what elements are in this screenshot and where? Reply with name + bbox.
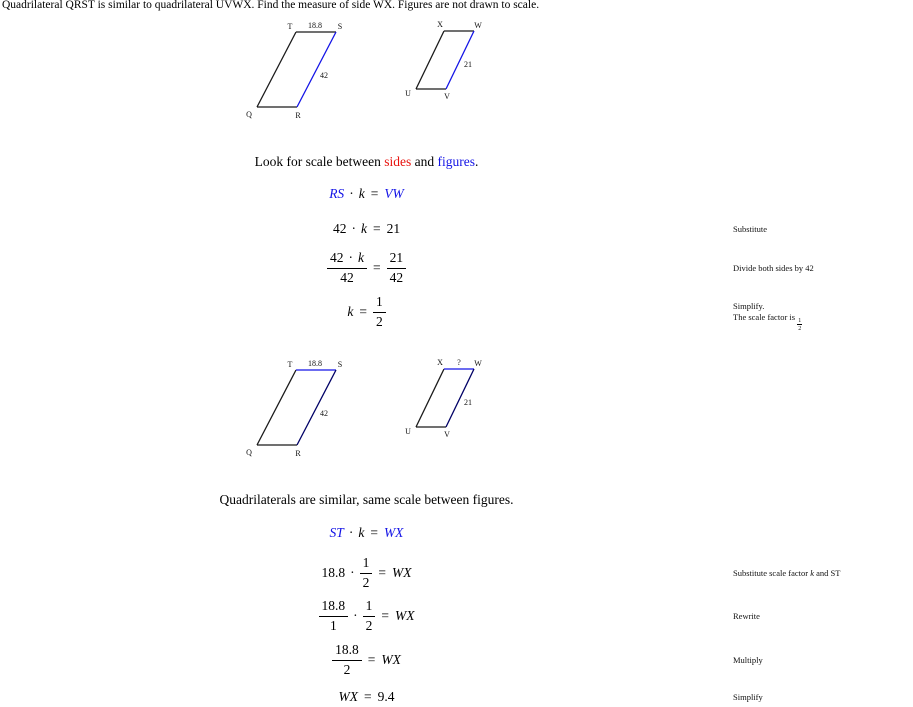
caption-highlight-figures: figures bbox=[437, 154, 476, 169]
annotation-substitute-scale bbox=[733, 568, 840, 579]
annotation-text: Divide both sides by 42 bbox=[733, 263, 814, 273]
quadrilateral-qrst bbox=[246, 359, 342, 458]
fraction-18-8-over-2 bbox=[332, 642, 362, 677]
equation-k-equals-half bbox=[0, 294, 733, 330]
vertex-label-t: T bbox=[287, 22, 293, 31]
caption-text: Look for scale between bbox=[254, 154, 385, 169]
vertex-label-w: W bbox=[474, 359, 482, 368]
side-label-wv: 21 bbox=[464, 398, 472, 407]
caption-text: . bbox=[475, 154, 479, 169]
equation-rs-k-vw bbox=[0, 186, 733, 202]
denominator: 2 bbox=[343, 661, 351, 677]
term-k: k bbox=[347, 304, 354, 319]
equation bbox=[322, 555, 412, 590]
equation bbox=[332, 642, 401, 677]
vertex-label-r: R bbox=[295, 449, 301, 458]
term-st: ST bbox=[329, 525, 344, 540]
annotation-text: Multiply bbox=[733, 655, 763, 665]
equation bbox=[329, 186, 404, 202]
annotation-text: Rewrite bbox=[733, 611, 760, 621]
vertex-label-s: S bbox=[337, 22, 343, 31]
term-k: k bbox=[358, 525, 365, 540]
annotation-text: and ST bbox=[813, 568, 841, 578]
equation bbox=[347, 294, 385, 329]
equals-sign: = bbox=[372, 221, 381, 236]
term-k: k bbox=[360, 221, 367, 236]
annotation-substitute bbox=[733, 224, 767, 235]
numerator: 1 bbox=[798, 317, 802, 324]
fraction-right bbox=[387, 250, 407, 285]
term-18-8: 18.8 bbox=[321, 565, 346, 580]
fraction-half bbox=[360, 555, 373, 590]
multiply-dot: · bbox=[350, 565, 355, 580]
equals-sign: = bbox=[359, 304, 367, 319]
term-42: 42 bbox=[332, 221, 347, 236]
figure-set-1 bbox=[240, 14, 490, 126]
vertex-label-v: V bbox=[444, 430, 450, 439]
vertex-label-t: T bbox=[287, 360, 293, 369]
numerator bbox=[327, 250, 367, 268]
annotation-text: Simplify. bbox=[733, 301, 765, 311]
vertex-label-w: W bbox=[474, 21, 482, 30]
side-label-wv: 21 bbox=[464, 60, 472, 69]
annotation-text: Simplify bbox=[733, 692, 763, 702]
vertex-label-u: U bbox=[405, 89, 411, 98]
term-vw: VW bbox=[384, 186, 404, 201]
term-21: 21 bbox=[386, 221, 401, 236]
annotation-simplify-scale bbox=[733, 301, 802, 332]
term-k: k bbox=[357, 250, 364, 266]
quadrilateral-qrst bbox=[246, 21, 342, 120]
denominator: 42 bbox=[389, 269, 404, 285]
term-k: k bbox=[358, 186, 365, 201]
vertex-label-s: S bbox=[337, 360, 343, 369]
tiny-fraction-half bbox=[797, 318, 802, 332]
equation bbox=[327, 250, 406, 285]
multiply-dot: · bbox=[348, 250, 353, 266]
denominator: 1 bbox=[329, 617, 337, 633]
annotation-rewrite bbox=[733, 611, 760, 622]
term-rs: RS bbox=[329, 186, 345, 201]
multiply-dot: · bbox=[349, 186, 354, 201]
annotation-simplify bbox=[733, 692, 763, 703]
equals-sign: = bbox=[372, 260, 381, 275]
numerator: 1 bbox=[360, 555, 373, 573]
quadrilateral-uvwx bbox=[405, 358, 482, 439]
term-result: 9.4 bbox=[377, 689, 395, 704]
denominator: 2 bbox=[362, 574, 370, 590]
caption-text: and bbox=[411, 154, 438, 169]
denominator: 2 bbox=[375, 313, 383, 329]
quadrilateral-uvwx bbox=[405, 20, 482, 101]
vertex-label-x: X bbox=[437, 20, 443, 29]
annotation-text bbox=[733, 312, 802, 332]
vertex-label-u: U bbox=[405, 427, 411, 436]
term-wx: WX bbox=[381, 652, 401, 667]
numerator: 18.8 bbox=[319, 598, 349, 616]
term-wx: WX bbox=[383, 525, 404, 540]
equals-sign: = bbox=[367, 652, 376, 667]
equation-st-k-wx bbox=[0, 525, 733, 541]
step-caption-scale bbox=[0, 154, 733, 170]
equation-multiply bbox=[0, 642, 733, 678]
vertex-label-r: R bbox=[295, 111, 301, 120]
caption-highlight-sides: sides bbox=[384, 154, 412, 169]
annotation-text: Substitute bbox=[733, 224, 768, 234]
edge-sr-previous bbox=[297, 370, 336, 445]
side-label-sr: 42 bbox=[320, 71, 328, 80]
annotation-text: The scale factor is bbox=[733, 311, 798, 322]
equation-result bbox=[0, 689, 733, 705]
equals-sign: = bbox=[364, 689, 372, 704]
term-wx: WX bbox=[338, 689, 358, 704]
figure-set-2 bbox=[240, 352, 490, 464]
multiply-dot: · bbox=[353, 608, 358, 623]
equation bbox=[333, 221, 400, 237]
fraction-left bbox=[327, 250, 367, 285]
fraction-half bbox=[373, 294, 386, 329]
term-wx: WX bbox=[395, 608, 415, 623]
vertex-label-v: V bbox=[444, 92, 450, 101]
term-wx: WX bbox=[392, 565, 412, 580]
denominator: 2 bbox=[365, 617, 373, 633]
annotation-k: k bbox=[810, 568, 814, 578]
equation-42-k-21 bbox=[0, 221, 733, 237]
edge-qt bbox=[257, 32, 296, 107]
equals-sign: = bbox=[381, 608, 389, 623]
annotation-divide bbox=[733, 263, 814, 274]
numerator: 21 bbox=[387, 250, 407, 268]
vertex-label-q: Q bbox=[246, 110, 252, 119]
equation-divide-both-sides bbox=[0, 250, 733, 286]
edge-ux bbox=[416, 369, 444, 427]
annotation-multiply bbox=[733, 655, 763, 666]
side-label-ts: 18.8 bbox=[308, 359, 322, 368]
equation bbox=[339, 689, 395, 705]
denominator: 42 bbox=[340, 269, 354, 285]
equals-sign: = bbox=[378, 565, 386, 580]
step-caption-similar: Quadrilaterals are similar, same scale between figures. bbox=[219, 492, 514, 507]
edge-qt bbox=[257, 370, 296, 445]
equation bbox=[319, 598, 415, 633]
equation-rewrite bbox=[0, 598, 733, 634]
equation-substitute-values bbox=[0, 555, 733, 591]
denominator: 2 bbox=[798, 325, 802, 332]
fraction-18-8-over-1 bbox=[319, 598, 349, 633]
equation bbox=[330, 525, 404, 541]
vertex-label-x: X bbox=[437, 358, 443, 367]
side-label-ts: 18.8 bbox=[308, 21, 322, 30]
numerator: 1 bbox=[363, 598, 376, 616]
side-label-sr: 42 bbox=[320, 409, 328, 418]
problem-statement: Quadrilateral QRST is similar to quadrilateral UVWX. Find the measure of side WX. Figures are not drawn to scale. bbox=[2, 0, 540, 11]
multiply-dot: · bbox=[351, 221, 356, 236]
multiply-dot: · bbox=[348, 525, 354, 540]
numerator: 18.8 bbox=[332, 642, 362, 660]
numerator: 1 bbox=[373, 294, 386, 312]
edge-sr-highlighted bbox=[297, 32, 336, 107]
equals-sign: = bbox=[370, 186, 379, 201]
edge-ux bbox=[416, 31, 444, 89]
vertex-label-q: Q bbox=[246, 448, 252, 457]
annotation-text: Substitute scale factor bbox=[733, 568, 811, 578]
term-42: 42 bbox=[329, 250, 344, 266]
side-label-xw-unknown: ? bbox=[457, 358, 461, 367]
fraction-half bbox=[363, 598, 376, 633]
equals-sign: = bbox=[370, 525, 378, 540]
